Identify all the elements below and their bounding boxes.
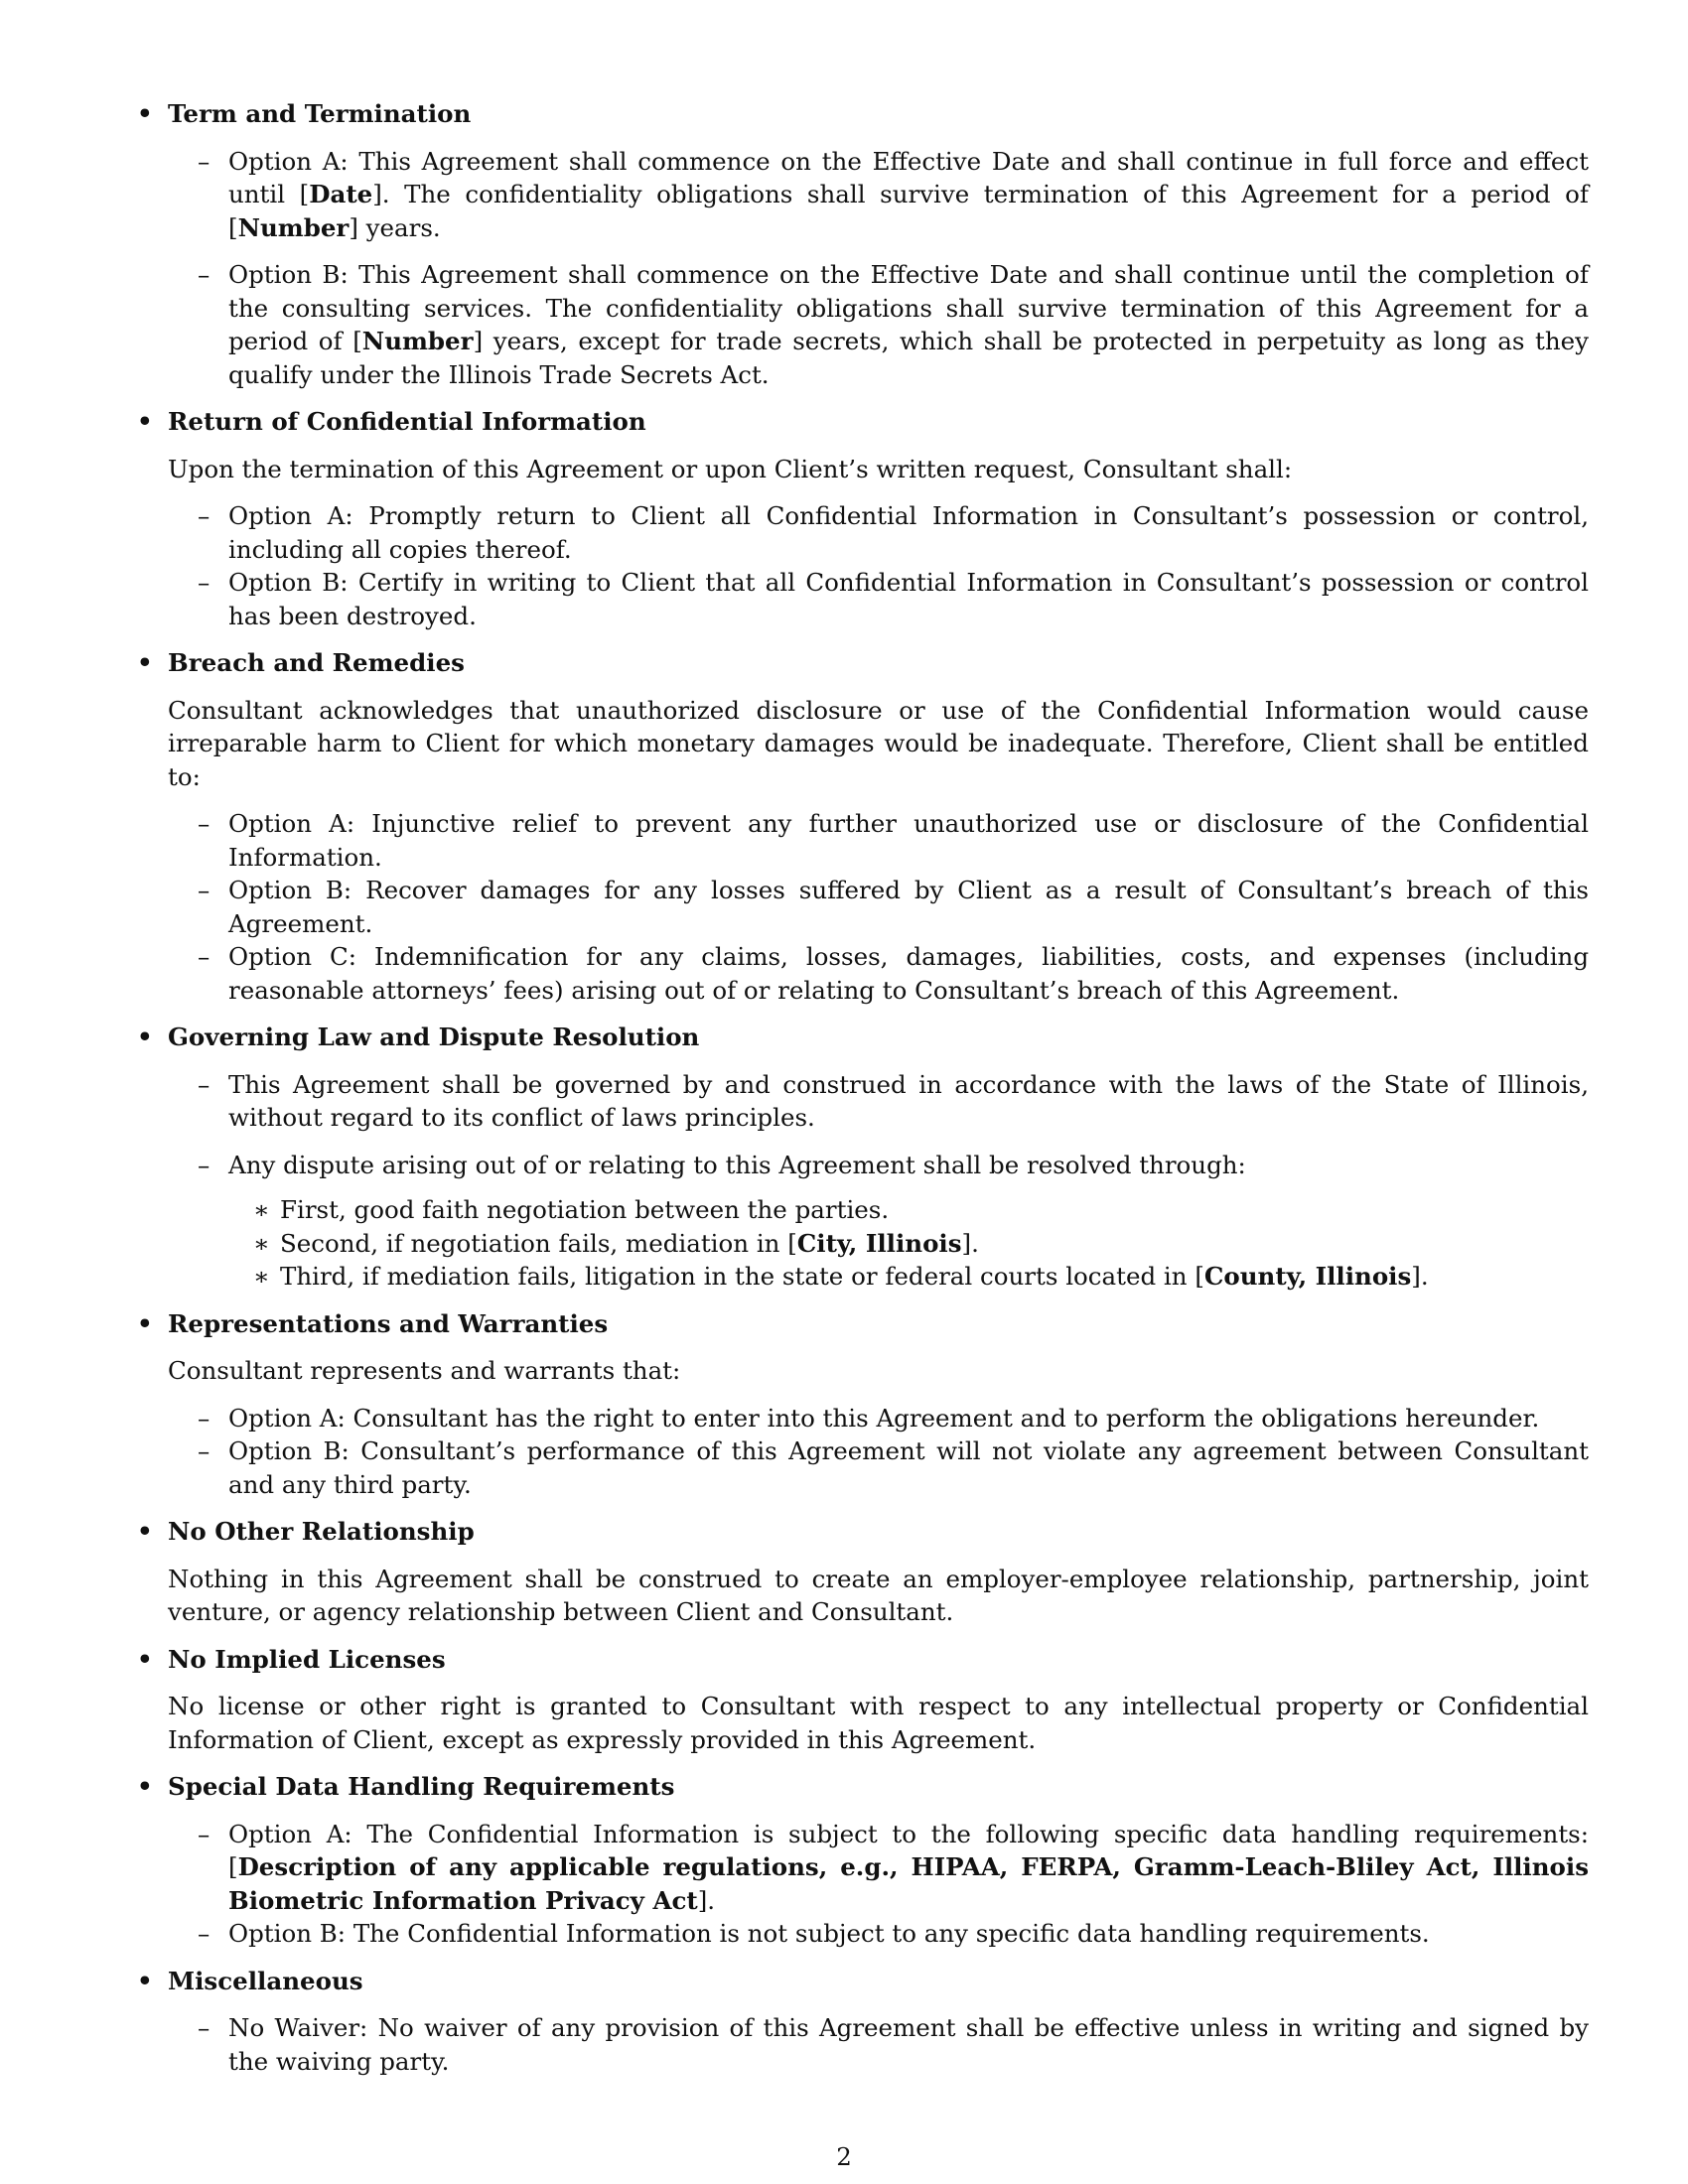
list-item xyxy=(168,1917,1589,1951)
section-heading: Return of Confidential Information xyxy=(168,407,646,436)
option-list xyxy=(168,1068,1589,1294)
option-list xyxy=(168,2011,1589,2078)
item-text: Option C: Indemnification for any claims, losses, damages, liabilities, costs, and expenses (including reasonable attorneys’ fees) arising out of or relating to Consultant’s breach of this Agreement. xyxy=(228,942,1589,1005)
section-intro: No license or other right is granted to Consultant with respect to any intellectual property or Confidential Information of Client, except as expressly provided in this Agreement. xyxy=(168,1692,1589,1754)
section-no-other-relationship xyxy=(135,1515,1589,1629)
section-heading: Special Data Handling Requirements xyxy=(168,1772,675,1801)
item-text: ] years. xyxy=(349,212,441,242)
item-text: Option A: The Confidential Information is subject to the following specific data handling requirements: [ xyxy=(228,1819,1589,1881)
section-heading: Breach and Remedies xyxy=(168,648,465,677)
dash-icon: – xyxy=(198,1069,211,1099)
section-return-of-confidential-information xyxy=(135,405,1589,632)
item-text: ]. The confidentiality obligations shall survive termination of this Agreement for a period of [ xyxy=(228,180,1589,242)
section-miscellaneous xyxy=(135,1965,1589,2079)
dash-icon: – xyxy=(198,1919,211,1948)
item-text: This Agreement shall be governed by and construed in accordance with the laws of the State of Illinois, without regard to its conflict of laws principles. xyxy=(228,1069,1589,1132)
section-heading: No Other Relationship xyxy=(168,1517,475,1546)
item-text: ]. xyxy=(961,1228,979,1258)
option-list xyxy=(168,1402,1589,1502)
list-item xyxy=(168,566,1589,632)
section-heading: Governing Law and Dispute Resolution xyxy=(168,1023,700,1051)
list-item xyxy=(228,1260,1589,1294)
item-text: Option B: This Agreement shall commence on the Effective Date and shall continue until the completion of the consulting services. The confidentiality obligations shall survive termination of this Agreement for a period of [ xyxy=(228,260,1589,355)
item-text: Any dispute arising out of or relating to this Agreement shall be resolved through: xyxy=(228,1150,1246,1179)
asterisk-icon: ∗ xyxy=(253,1262,270,1291)
bullet-icon: • xyxy=(137,1644,153,1674)
list-item xyxy=(168,499,1589,566)
list-item xyxy=(168,258,1589,391)
section-breach-and-remedies xyxy=(135,646,1589,1007)
dash-icon: – xyxy=(198,1436,211,1465)
bullet-icon: • xyxy=(137,1308,153,1338)
option-list xyxy=(168,1818,1589,1951)
dash-icon: – xyxy=(198,942,211,971)
section-no-implied-licenses xyxy=(135,1643,1589,1757)
item-text: Option B: The Confidential Information is not subject to any specific data handling requirements. xyxy=(228,1919,1430,1948)
dash-icon: – xyxy=(198,501,211,530)
option-list xyxy=(168,145,1589,392)
bullet-icon: • xyxy=(137,648,153,677)
list-item xyxy=(168,874,1589,940)
page-number: 2 xyxy=(836,2142,852,2171)
item-text: Option B: Recover damages for any losses suffered by Client as a result of Consultant’s breach of this Agreement. xyxy=(228,876,1589,938)
option-list xyxy=(168,499,1589,632)
item-text: Option B: Consultant’s performance of this Agreement will not violate any agreement between Consultant and any third party. xyxy=(228,1436,1589,1499)
asterisk-icon: ∗ xyxy=(253,1195,270,1224)
dash-icon: – xyxy=(198,1819,211,1848)
section-intro: Consultant acknowledges that unauthorized disclosure or use of the Confidential Information would cause irreparable harm to Client for which monetary damages would be inadequate. Therefore, Client shall be entitled to: xyxy=(168,695,1589,791)
list-item xyxy=(228,1193,1589,1227)
item-text: ]. xyxy=(697,1885,716,1915)
item-text: ]. xyxy=(1411,1262,1429,1291)
section-governing-law xyxy=(135,1021,1589,1294)
section-intro: Consultant represents and warrants that: xyxy=(168,1356,681,1385)
list-item xyxy=(168,1402,1589,1435)
section-term-and-termination xyxy=(135,97,1589,391)
item-text: Third, if mediation fails, litigation in the state or federal courts located in [ xyxy=(280,1262,1204,1291)
list-item xyxy=(168,145,1589,245)
dash-icon: – xyxy=(198,1403,211,1433)
list-item xyxy=(168,2011,1589,2078)
list-item xyxy=(228,1227,1589,1261)
asterisk-icon: ∗ xyxy=(253,1228,270,1258)
bullet-icon: • xyxy=(137,1966,153,1995)
list-item xyxy=(168,1068,1589,1135)
dash-icon: – xyxy=(198,146,211,176)
list-item xyxy=(168,1149,1589,1294)
item-text: Second, if negotiation fails, mediation in [ xyxy=(280,1228,797,1258)
list-item xyxy=(168,807,1589,874)
item-text: Option A: Injunctive relief to prevent any further unauthorized use or disclosure of the Confidential Information. xyxy=(228,809,1589,872)
section-special-data-handling xyxy=(135,1770,1589,1951)
document-body xyxy=(135,97,1589,2092)
item-text: Option A: Promptly return to Client all Confidential Information in Consultant’s possession or control, including all copies thereof. xyxy=(228,501,1589,564)
dash-icon: – xyxy=(198,1150,211,1179)
bullet-icon: • xyxy=(137,1517,153,1546)
dash-icon: – xyxy=(198,876,211,904)
bullet-icon: • xyxy=(137,99,153,128)
dispute-steps-list xyxy=(228,1193,1589,1294)
section-heading: Miscellaneous xyxy=(168,1966,363,1995)
dash-icon: – xyxy=(198,809,211,838)
placeholder-city: City, Illinois xyxy=(796,1228,962,1258)
section-intro: Nothing in this Agreement shall be construed to create an employer-employee relationship, partnership, joint venture, or agency relationship between Client and Consultant. xyxy=(168,1564,1589,1626)
item-text: Option B: Certify in writing to Client that all Confidential Information in Consultant’s possession or control has been destroyed. xyxy=(228,568,1589,630)
placeholder-number: Number xyxy=(237,212,350,242)
list-item xyxy=(168,1434,1589,1501)
placeholder-regulations: Description of any applicable regulations, e.g., HIPAA, FERPA, Gramm-Leach-Bliley Act, Illinois Biometric Information Privacy Act xyxy=(228,1852,1589,1915)
section-representations-and-warranties xyxy=(135,1307,1589,1502)
bullet-icon: • xyxy=(137,407,153,436)
dash-icon: – xyxy=(198,2013,211,2042)
item-text: Option A: This Agreement shall commence on the Effective Date and shall continue in full force and effect until [ xyxy=(228,146,1589,208)
section-heading: Representations and Warranties xyxy=(168,1308,609,1338)
placeholder-number: Number xyxy=(361,327,474,355)
list-item xyxy=(168,940,1589,1007)
option-list xyxy=(168,807,1589,1007)
bullet-icon: • xyxy=(137,1023,153,1051)
placeholder-date: Date xyxy=(309,180,373,208)
dash-icon: – xyxy=(198,568,211,597)
section-heading: Term and Termination xyxy=(168,99,472,128)
list-item xyxy=(168,1818,1589,1918)
bullet-icon: • xyxy=(137,1772,153,1801)
placeholder-county: County, Illinois xyxy=(1203,1262,1412,1291)
item-text: No Waiver: No waiver of any provision of this Agreement shall be effective unless in writing and signed by the waiving party. xyxy=(228,2013,1589,2076)
item-text: Option A: Consultant has the right to enter into this Agreement and to perform the obligations hereunder. xyxy=(228,1403,1540,1433)
item-text: ] years, except for trade secrets, which shall be protected in perpetuity as long as they qualify under the Illinois Trade Secrets Act. xyxy=(228,327,1589,389)
section-intro: Upon the termination of this Agreement or upon Client’s written request, Consultant shall: xyxy=(168,454,1293,483)
dash-icon: – xyxy=(198,260,211,289)
item-text: First, good faith negotiation between the parties. xyxy=(280,1195,890,1224)
section-heading: No Implied Licenses xyxy=(168,1644,446,1674)
